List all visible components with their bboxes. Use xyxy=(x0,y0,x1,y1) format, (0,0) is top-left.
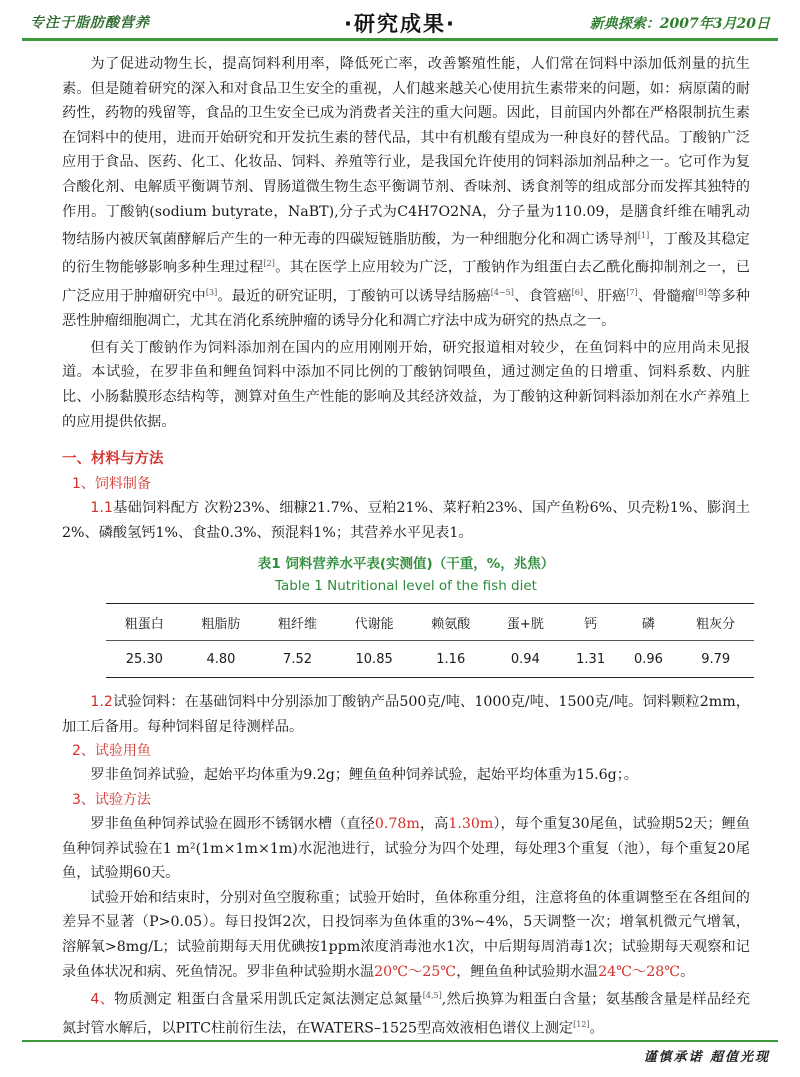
intro-text-h: 等多种恶性肿瘤细胞凋亡，尤其在消化系统肿瘤的诱导分化和凋亡疗法中成为研究的热点之一。 xyxy=(62,288,750,330)
method-text-c: ），每个重复30尾鱼，试验期52天；鲤鱼鱼种饲养试验在1 m²(1m×1m×1m)水泥池进行，试验分为四个处理，每处理3个重复（池），每个重复20尾鱼，试验期60天。 xyxy=(62,816,750,882)
item-number: 1.1 xyxy=(90,500,113,517)
subsection-heading-test-fish: 2、试验用鱼 xyxy=(72,743,151,760)
subsection-heading-feed-prep: 1、饲料制备 xyxy=(72,476,151,493)
intro-text-d: 。最近的研究证明，丁酸钠可以诱导结肠癌 xyxy=(217,288,491,305)
table-cell: 4.80 xyxy=(206,651,236,667)
table-header-cell: 钙 xyxy=(562,604,620,641)
paragraph-1-2 xyxy=(62,690,750,739)
citation: [7] xyxy=(626,287,638,297)
header-slogan: 专注于脂肪酸营养 xyxy=(30,15,150,31)
citation: [4,5] xyxy=(422,991,442,1001)
citation: [6] xyxy=(571,287,583,297)
measure-text-b: ,然后换算为粗蛋白含量；氨基酸含量是样品经充氮封管水解后，以PITC柱前衍生法，在WATERS–1525型高效液相色谱仪上测定 xyxy=(62,991,751,1037)
citation: [1] xyxy=(637,231,650,241)
article-body xyxy=(62,52,750,1041)
table-header-cell: 粗灰分 xyxy=(677,604,754,641)
method-text-b: ，高 xyxy=(419,816,449,833)
intro-paragraph-1 xyxy=(62,52,750,334)
footer-divider xyxy=(22,1040,778,1042)
table-header-cell: 蛋+胱 xyxy=(489,604,562,641)
item-number: 4、 xyxy=(90,991,115,1008)
table-cell: 25.30 xyxy=(125,651,163,667)
paragraph-method-1 xyxy=(62,812,750,886)
method-text-a: 罗非鱼鱼种饲养试验在圆形不锈钢水槽（直径 xyxy=(90,816,375,833)
table-row xyxy=(106,641,754,678)
table-caption-cn: 表1 饲料营养水平表(实测值)（干重，%，兆焦） xyxy=(257,556,555,573)
method2-text-b: ，鲤鱼鱼种试验期水温 xyxy=(456,963,599,980)
paragraph-1-2-text: 试验饲料：在基础饲料中分别添加丁酸钠产品500克/吨、1000克/吨、1500克/吨。饲料颗粒2mm，加工后备用。每种饲料留足待测样品。 xyxy=(62,694,750,735)
citation: [8] xyxy=(695,287,707,297)
item-number: 1.2 xyxy=(90,694,113,711)
header-issue-date: 新典探索：2007年3月20日 xyxy=(589,16,770,32)
paragraph-method-2 xyxy=(62,886,750,984)
water-temp-carp: 24℃～28℃ xyxy=(598,963,681,980)
paragraph-test-fish: 罗非鱼饲养试验，起始平均体重为9.2g；鲤鱼鱼种饲养试验，起始平均体重为15.6g；。 xyxy=(90,767,638,784)
intro-text-f: 、肝癌 xyxy=(582,288,627,305)
water-temp-tilapia: 20℃～25℃ xyxy=(374,963,457,980)
table-cell: 1.16 xyxy=(436,651,466,667)
table-cell: 10.85 xyxy=(355,651,393,667)
paragraph-measurement xyxy=(62,984,750,1041)
citation: [4~5] xyxy=(490,287,514,297)
intro-text-e: 、食管癌 xyxy=(513,288,572,305)
table-header-cell: 磷 xyxy=(620,604,678,641)
citation: [2] xyxy=(263,259,275,269)
method2-text-a: 试验开始和结束时，分别对鱼空腹称重；试验开始时，鱼体称重分组，注意将鱼的体重调整至在各组间的差异不显著（P>0.05）。每日投饵2次，日投饲率为鱼体重的3%~4%，5天调整一次；增氧机微元气增氧，溶解氧>8mg/L；试验前期每天用优碘按1ppm浓度消毒池水1次，中后期每周消毒1次；试验期每天观察和记录鱼体状况和病、死鱼情况。罗非鱼种试验期水温 xyxy=(62,889,750,980)
table-caption-en: Table 1 Nutritional level of the fish diet xyxy=(275,578,537,595)
method2-text-c: 。 xyxy=(680,963,695,980)
intro-text-g: 、骨髓瘤 xyxy=(637,288,696,305)
table-header-cell: 代谢能 xyxy=(336,604,413,641)
tank-diameter: 0.78m xyxy=(374,816,420,833)
table-header-cell: 粗纤维 xyxy=(259,604,336,641)
footer-slogan: 谨慎承诺 超值光现 xyxy=(643,1050,770,1065)
table-cell: 1.31 xyxy=(576,651,606,667)
table-header-cell: 粗脂肪 xyxy=(183,604,260,641)
citation: [3] xyxy=(205,287,218,297)
section-heading-materials-methods: 一、材料与方法 xyxy=(62,451,164,468)
table-header-cell: 赖氨酸 xyxy=(412,604,489,641)
subsection-heading-test-method: 3、试验方法 xyxy=(72,792,151,809)
table-header-cell: 粗蛋白 xyxy=(106,604,183,641)
intro-paragraph-2: 但有关丁酸钠作为饲料添加剂在国内的应用刚刚开始，研究报道相对较少，在鱼饲料中的应用尚未见报道。本试验，在罗非鱼和鲤鱼饲料中添加不同比例的丁酸钠饲喂鱼，通过测定鱼的日增重、饲料系数、内脏比、小肠黏膜形态结构等，测算对鱼生产性能的影响及其经济效益，为丁酸钠这种新饲料添加剂在水产养殖上的应用提供依据。 xyxy=(62,339,750,430)
intro-text-c: 。其在医学上应用较为广泛，丁酸钠作为组蛋白去乙酰化酶抑制剂之一，已广泛应用于肿瘤研究中 xyxy=(62,260,750,305)
paragraph-1-1-text: 基础饲料配方 次粉23%、细糠21.7%、豆粕21%、菜籽粕23%、国产鱼粉6%、贝壳粉1%、膨润土2%、磷酸氢钙1%、食盐0.3%、预混料1%；其营养水平见表1。 xyxy=(62,500,750,541)
table-header-row xyxy=(106,604,754,641)
intro-text-a: 为了促进动物生长，提高饲料利用率，降低死亡率，改善繁殖性能，人们常在饲料中添加低剂量的抗生素。但是随着研究的深入和对食品卫生安全的重视，人们越来越关心使用抗生素带来的问题，如：病原菌的耐药性，药物的残留等，食品的卫生安全已成为消费者关注的重大问题。因此，目前国内外都在严格限制抗生素在饲料中的使用，进而开始研究和开发抗生素的替代品，其中有机酸有望成为一种良好的替代品。丁酸钠广泛应用于食品、医药、化工、化妆品、饲料、养殖等行业，是我国允许使用的饲料添加剂品种之一。它可作为复合酸化剂、电解质平衡调节剂、胃肠道微生物生态平衡调节剂、香味剂、诱食剂等的组成部分而发挥其独特的作用。丁酸钠(sodium butyrate，NaBT),分子式为C4H7O2NA，分子量为110.09，是膳食纤维在哺乳动物结肠内被厌氧菌酵解后产生的一种无毒的四碳短链脂肪酸，为一种细胞分化和凋亡诱导剂 xyxy=(62,56,750,248)
nutrition-table xyxy=(106,603,754,678)
measure-text-a: 物质测定 粗蛋白含量采用凯氏定氮法测定总氮量 xyxy=(114,991,423,1008)
table-cell: 0.96 xyxy=(633,651,663,667)
page-header xyxy=(22,8,778,36)
intro-text-b: ，丁酸及其稳定的衍生物能够影响多种生理过程 xyxy=(62,231,750,277)
table-cell: 9.79 xyxy=(701,651,731,667)
header-divider xyxy=(22,38,778,41)
table-cell: 0.94 xyxy=(510,651,540,667)
table-cell: 7.52 xyxy=(283,651,312,667)
header-column-title: ·研究成果· xyxy=(344,12,456,36)
tank-height: 1.30m xyxy=(448,816,494,833)
citation: [12] xyxy=(573,1019,590,1029)
measure-text-c: 。 xyxy=(589,1020,604,1037)
paragraph-1-1 xyxy=(62,496,750,545)
